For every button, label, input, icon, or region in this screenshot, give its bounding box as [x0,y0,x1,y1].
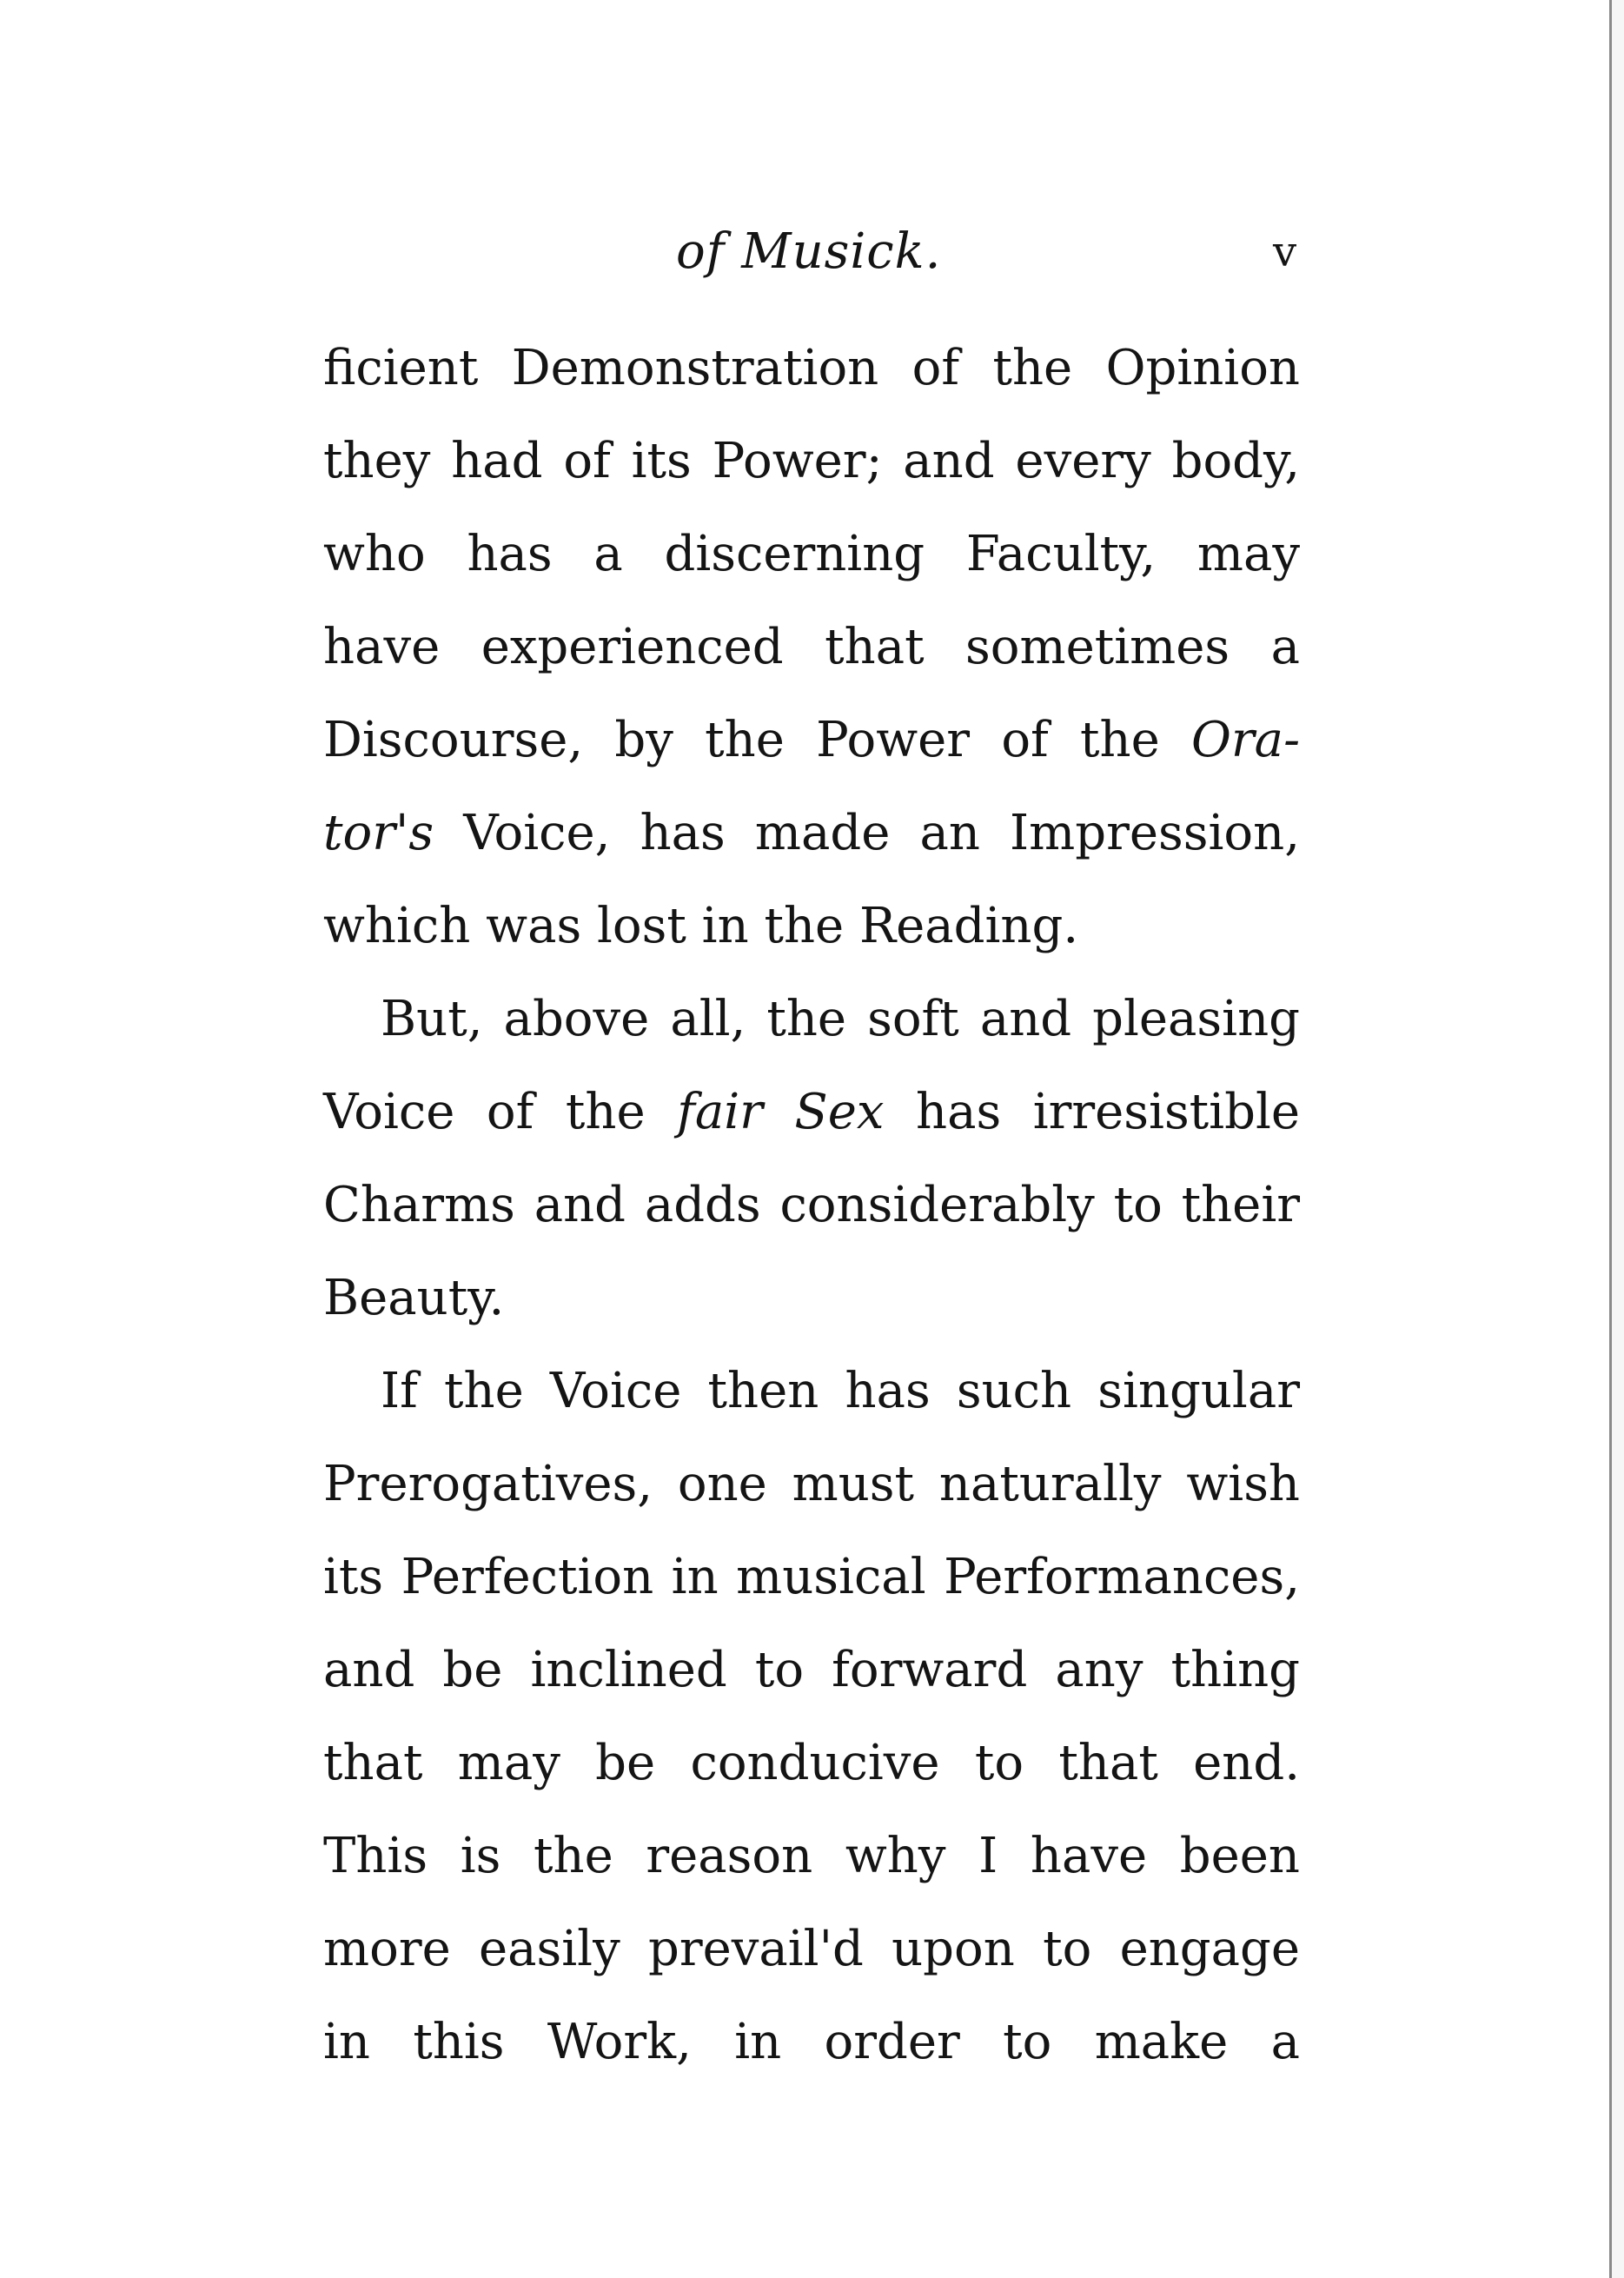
page-number: v [1273,228,1297,276]
italic-word: tor's [323,805,434,861]
text-line: This is the reason why I have been [323,1828,1300,1884]
text-line: ficient Demonstration of the Opinion [323,340,1300,396]
text-line: Prerogatives, one must naturally wish [323,1456,1300,1512]
text-line: who has a discerning Faculty, may [323,526,1300,582]
italic-word: Ora- [1191,712,1300,768]
text-line: its Perfection in musical Performances, [323,1549,1300,1605]
text-line: they had of its Power; and every body, [323,433,1300,489]
text-line: Voice of the fair Sex has irresistible [323,1084,1300,1140]
text-line: If the Voice then has such singular [381,1363,1300,1419]
text-line: Discourse, by the Power of the Ora- [323,712,1300,768]
text-line: more easily prevail'd upon to engage [323,1921,1300,1977]
body-text [323,322,1300,2089]
text-line: which was lost in the Reading. [323,898,1079,954]
text-line: Beauty. [323,1270,505,1326]
text-line: that may be conducive to that end. [323,1735,1300,1791]
text-line: and be inclined to forward any thing [323,1642,1300,1698]
text-line: have experienced that sometimes a [323,619,1300,675]
text-line: But, above all, the soft and pleasing [381,991,1300,1047]
italic-phrase: fair Sex [677,1084,885,1140]
page-edge-line [1609,0,1612,2278]
running-title: of Musick. [676,223,942,280]
text-line: tor's Voice, has made an Impression, [323,805,1300,861]
page-edge-shadow [1612,0,1624,2278]
text-line: in this Work, in order to make a [323,2014,1300,2070]
running-head [0,217,1624,287]
text-line: Charms and adds considerably to their [323,1177,1300,1233]
